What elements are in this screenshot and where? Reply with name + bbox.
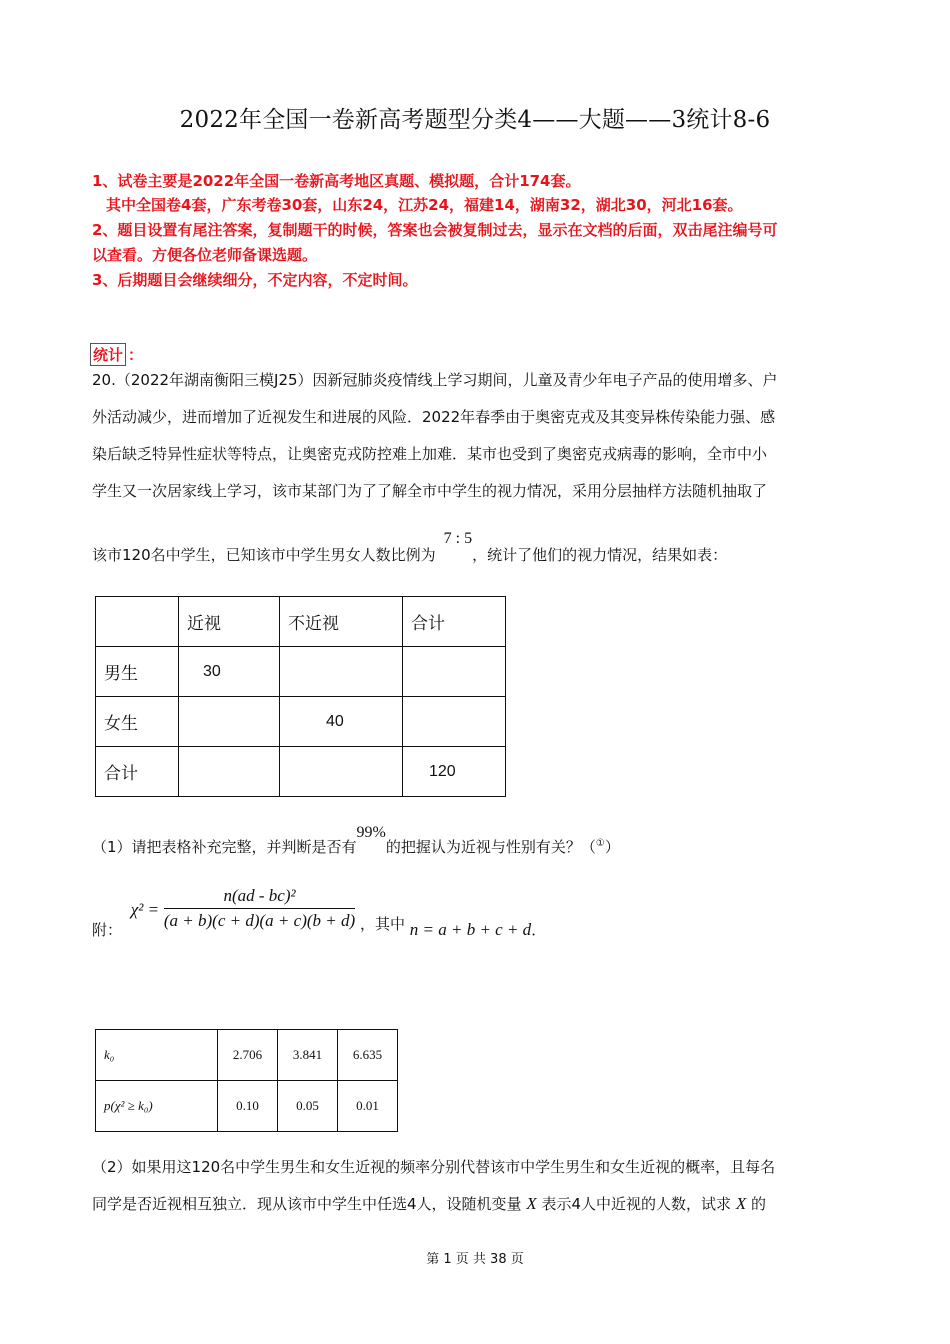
table-cell: 30	[179, 647, 280, 697]
ratio: 7 : 5	[443, 530, 473, 547]
variable-x: X	[526, 1194, 537, 1213]
formula-mid: ，其中	[359, 915, 405, 933]
table-row	[96, 647, 506, 697]
table-cell: 女生	[96, 697, 179, 747]
chi-square-symbol: χ² =	[130, 900, 160, 919]
problem-line-5-after: ，统计了他们的视力情况，结果如表：	[472, 546, 728, 564]
table-cell: 合计	[403, 597, 506, 647]
table-cell	[179, 747, 280, 797]
table-cell: 0.05	[278, 1081, 338, 1132]
fraction-denominator: (a + b)(c + d)(a + c)(b + d)	[163, 911, 356, 930]
q1-close: ）	[604, 838, 620, 856]
table-cell: 合计	[96, 747, 179, 797]
q2-after: 的	[751, 1195, 767, 1213]
page-footer: 第 1 页 共 38 页	[426, 1252, 524, 1267]
table-cell: 120	[403, 747, 506, 797]
question-2-line-2	[92, 1193, 766, 1214]
table-row	[96, 747, 506, 797]
note-line-2: 其中全国卷4套，广东考卷30套，山东24，江苏24，福建14，湖南32，湖北30，河北16套。	[106, 196, 743, 214]
document-title: 2022年全国一卷新高考题型分类4——大题——3统计8-6	[179, 107, 771, 133]
vision-table	[95, 596, 506, 797]
table-row	[96, 1081, 398, 1132]
section-colon: ：	[128, 346, 144, 364]
table-cell	[96, 597, 179, 647]
note-line-3: 2、题目设置有尾注答案，复制题干的时候，答案也会被复制过去，显示在文档的后面，双击尾注编号可	[92, 221, 778, 239]
endnote-mark[interactable]: ①	[595, 838, 605, 849]
critical-value-table	[95, 1029, 398, 1132]
table-cell: 0.10	[218, 1081, 278, 1132]
table-cell	[179, 697, 280, 747]
table-row	[96, 697, 506, 747]
table-cell: 0.01	[338, 1081, 398, 1132]
problem-line-2: 外活动减少，进而增加了近视发生和进展的风险．2022年春季由于奥密克戎及其变异株传染能力强、感	[92, 408, 776, 426]
problem-line-5-before: 该市120名中学生，已知该市中学生男女人数比例为	[92, 546, 436, 564]
table-cell	[280, 747, 403, 797]
table-cell: 3.841	[278, 1030, 338, 1081]
table-cell: 近视	[179, 597, 280, 647]
table-cell	[280, 647, 403, 697]
n-definition: n = a + b + c + d	[409, 920, 532, 939]
table-cell	[403, 697, 506, 747]
formula-prefix: 附：	[92, 921, 123, 939]
note-line-4: 以查看。方便各位老师备课选题。	[92, 246, 318, 264]
table-cell	[403, 647, 506, 697]
table-cell: k₀	[96, 1030, 218, 1081]
table-cell: p(χ² ≥ k₀)	[96, 1081, 218, 1132]
formula-line	[92, 880, 546, 940]
q2-before: 同学是否近视相互独立．现从该市中学生中任选4人，设随机变量	[92, 1195, 522, 1213]
variable-x-2: X	[735, 1194, 747, 1213]
q2-mid: 表示4人中近视的人数，试求	[541, 1195, 732, 1213]
table-cell: 6.635	[338, 1030, 398, 1081]
problem-line-1: 20.（2022年湖南衡阳三模J25）因新冠肺炎疫情线上学习期间，儿童及青少年电子产品的使用增多、户	[92, 371, 778, 389]
question-2-line-1: （2）如果用这120名中学生男生和女生近视的频率分别代替该市中学生男生和女生近视的概率，且每名	[92, 1158, 776, 1176]
q1-before: （1）请把表格补充完整，并判断是否有	[92, 838, 357, 856]
table-cell: 不近视	[280, 597, 403, 647]
problem-line-4: 学生又一次居家线上学习，该市某部门为了了解全市中学生的视力情况，采用分层抽样方法随机抽取了	[92, 482, 768, 500]
problem-line-5	[92, 530, 728, 565]
table-cell: 2.706	[218, 1030, 278, 1081]
fraction-numerator: n(ad - bc)²	[164, 886, 355, 909]
q1-after: 的把握认为近视与性别有关？（	[385, 838, 596, 856]
section-tag: 统计	[90, 343, 126, 366]
note-line-1: 1、试卷主要是2022年全国一卷新高考地区真题、模拟题，合计174套。	[92, 172, 581, 190]
chi-square-fraction	[164, 886, 355, 931]
formula-end: ．	[531, 921, 547, 939]
problem-line-3: 染后缺乏特异性症状等特点，让奥密克戎防控难上加难．某市也受到了奥密克戎病毒的影响，全市中小	[92, 445, 768, 463]
table-cell: 男生	[96, 647, 179, 697]
percent: 99%	[356, 824, 386, 841]
question-1	[92, 824, 620, 857]
table-cell: 40	[280, 697, 403, 747]
table-row	[96, 1030, 398, 1081]
note-line-5: 3、后期题目会继续细分，不定内容，不定时间。	[92, 271, 418, 289]
table-row	[96, 597, 506, 647]
